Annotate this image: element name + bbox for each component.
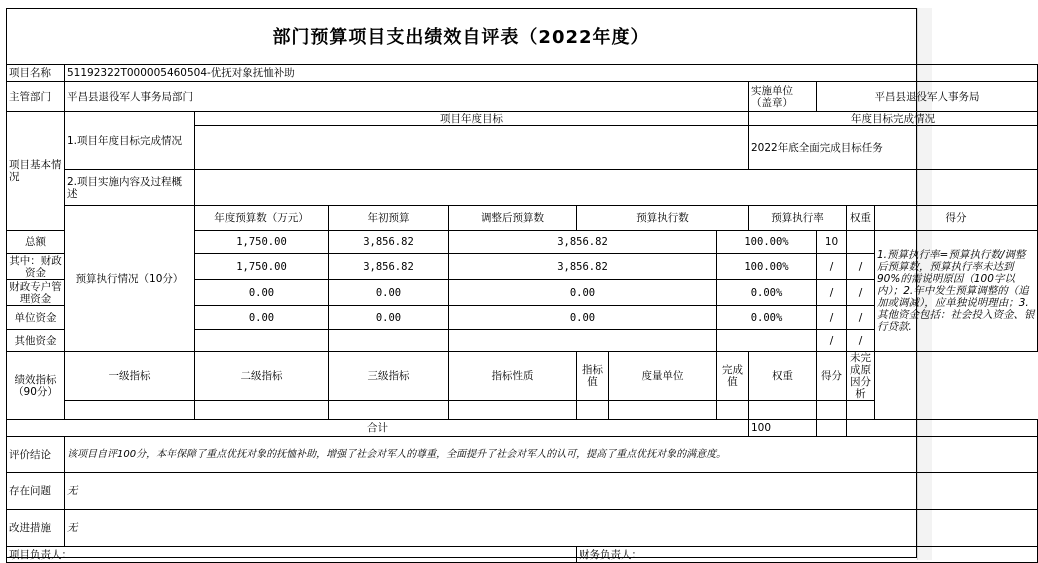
budget-row-executed[interactable]: 0.00 (449, 306, 717, 330)
target-header: 项目年度目标 (195, 112, 749, 126)
budget-row-initial[interactable]: 0.00 (195, 306, 329, 330)
perf-cell[interactable] (195, 401, 329, 420)
budget-row-adjusted[interactable]: 0.00 (329, 280, 449, 306)
finance-lead-label: 财务负责人： (577, 547, 1038, 563)
budget-row-weight[interactable]: / (817, 306, 847, 330)
basic-row1-completion[interactable]: 2022年底全面完成目标任务 (749, 126, 1038, 170)
completion-header: 年度目标完成情况 (749, 112, 1038, 126)
budget-row-score[interactable] (847, 231, 875, 254)
row-footer (7, 547, 1038, 563)
perf-header-level3: 三级指标 (329, 352, 449, 401)
performance-label: 绩效指标（90分） (7, 352, 65, 420)
perf-header-unit: 度量单位 (609, 352, 717, 401)
budget-row-adjusted[interactable] (329, 330, 449, 352)
project-name-value[interactable]: 51192322T000005460504-优抚对象抚恤补助 (65, 65, 1038, 82)
row-project-name (7, 65, 1038, 82)
perf-cell[interactable] (65, 401, 195, 420)
perf-cell[interactable] (749, 401, 817, 420)
basic-row2-label: 2.项目实施内容及过程概述 (65, 170, 195, 206)
budget-header-annual: 年度预算数（万元） (195, 206, 329, 231)
department-label: 主管部门 (7, 82, 65, 112)
budget-row-weight[interactable]: 10 (817, 231, 847, 254)
budget-row-executed[interactable]: 0.00 (449, 280, 717, 306)
budget-row-initial[interactable]: 1,750.00 (195, 231, 329, 254)
budget-header-score: 得分 (875, 206, 1038, 231)
total-weight[interactable]: 100 (749, 420, 817, 437)
budget-row-executed[interactable]: 3,856.82 (449, 254, 717, 280)
row-total (7, 420, 1038, 437)
perf-cell[interactable] (847, 401, 875, 420)
project-lead-label: 项目负责人： (7, 547, 577, 563)
perf-header-analysis: 未完成原因分析 (847, 352, 875, 401)
budget-row-initial[interactable]: 0.00 (195, 280, 329, 306)
budget-row-rate[interactable]: 0.00% (717, 280, 817, 306)
improvements-value[interactable]: 无 (65, 510, 1038, 547)
perf-header-level1: 一级指标 (65, 352, 195, 401)
budget-header-adjusted: 调整后预算数 (449, 206, 577, 231)
page-title: 部门预算项目支出绩效自评表（2022年度） (272, 27, 650, 48)
issues-label: 存在问题 (7, 473, 65, 510)
impl-unit-value[interactable]: 平昌县退役军人事务局 (817, 82, 1038, 112)
perf-cell[interactable] (449, 401, 577, 420)
row-basic-2 (7, 170, 1038, 206)
perf-cell[interactable] (329, 401, 449, 420)
evaluation-table (6, 64, 1038, 563)
perf-cell[interactable] (609, 401, 717, 420)
budget-row-executed[interactable]: 3,856.82 (449, 231, 717, 254)
budget-row-score[interactable]: / (847, 280, 875, 306)
perf-header-value: 指标值 (577, 352, 609, 401)
budget-row-score[interactable]: / (847, 254, 875, 280)
budget-row-rate[interactable] (717, 330, 817, 352)
basic-row2-content[interactable] (195, 170, 1038, 206)
budget-row-weight[interactable]: / (817, 330, 847, 352)
perf-header-actual: 完成值 (717, 352, 749, 401)
budget-row-rate[interactable]: 100.00% (717, 254, 817, 280)
total-analysis[interactable] (847, 420, 1038, 437)
budget-reason-note: 1.预算执行率=预算执行数/调整后预算数，预算执行率未达到90%的需说明原因（100字以内）；2.年中发生预算调整的（追加或调减），应单独说明理由；3.其他资金包括：社会投入资金、银行贷款. (875, 231, 1038, 352)
budget-row-weight[interactable]: / (817, 280, 847, 306)
perf-header-score: 得分 (817, 352, 847, 401)
budget-header-executed: 预算执行数 (577, 206, 749, 231)
budget-row-score[interactable]: / (847, 306, 875, 330)
budget-header-rate: 预算执行率 (749, 206, 847, 231)
budget-row-adjusted[interactable]: 3,856.82 (329, 231, 449, 254)
budget-row-score[interactable]: / (847, 330, 875, 352)
budget-row-name: 财政专户管理资金 (7, 280, 65, 306)
budget-row-initial[interactable]: 1,750.00 (195, 254, 329, 280)
row-basic-header (7, 112, 1038, 126)
basic-row1-target[interactable] (195, 126, 749, 170)
budget-label: 预算执行情况（10分） (65, 206, 195, 352)
improvements-label: 改进措施 (7, 510, 65, 547)
budget-row-name: 单位资金 (7, 306, 65, 330)
budget-row-adjusted[interactable]: 0.00 (329, 306, 449, 330)
perf-header-level2: 二级指标 (195, 352, 329, 401)
total-label: 合计 (7, 420, 749, 437)
basic-row1-label: 1.项目年度目标完成情况 (65, 112, 195, 170)
row-performance-empty (7, 401, 1038, 420)
perf-cell[interactable] (717, 401, 749, 420)
row-performance-header (7, 352, 1038, 401)
total-score[interactable] (817, 420, 847, 437)
budget-header-weight: 权重 (847, 206, 875, 231)
perf-header-nature: 指标性质 (449, 352, 577, 401)
conclusion-label: 评价结论 (7, 437, 65, 473)
budget-row-name: 总额 (7, 231, 65, 254)
impl-unit-label: 实施单位 （盖章） (749, 82, 817, 112)
row-issues (7, 473, 1038, 510)
row-budget-header (7, 206, 1038, 231)
row-improvements (7, 510, 1038, 547)
budget-header-initial: 年初预算 (329, 206, 449, 231)
row-conclusion (7, 437, 1038, 473)
issues-value[interactable]: 无 (65, 473, 1038, 510)
budget-row-executed[interactable] (449, 330, 717, 352)
perf-cell[interactable] (817, 401, 847, 420)
budget-row-adjusted[interactable]: 3,856.82 (329, 254, 449, 280)
row-department (7, 82, 1038, 112)
basic-info-label: 项目基本情况 (7, 112, 65, 231)
budget-row-name: 其他资金 (7, 330, 65, 352)
budget-row-name: 其中：财政资金 (7, 254, 65, 280)
budget-row-initial[interactable] (195, 330, 329, 352)
department-value[interactable]: 平昌县退役军人事务局部门 (65, 82, 749, 112)
budget-row-weight[interactable]: / (817, 254, 847, 280)
project-name-label: 项目名称 (7, 65, 65, 82)
budget-row-rate[interactable]: 100.00% (717, 231, 817, 254)
perf-cell[interactable] (577, 401, 609, 420)
budget-row-rate[interactable]: 0.00% (717, 306, 817, 330)
conclusion-value[interactable]: 该项目自评100分，本年保障了重点优抚对象的抚恤补助，增强了社会对军人的尊重，全面提升了社会对军人的认可，提高了重点优抚对象的满意度。 (65, 437, 1038, 473)
perf-header-weight: 权重 (749, 352, 817, 401)
